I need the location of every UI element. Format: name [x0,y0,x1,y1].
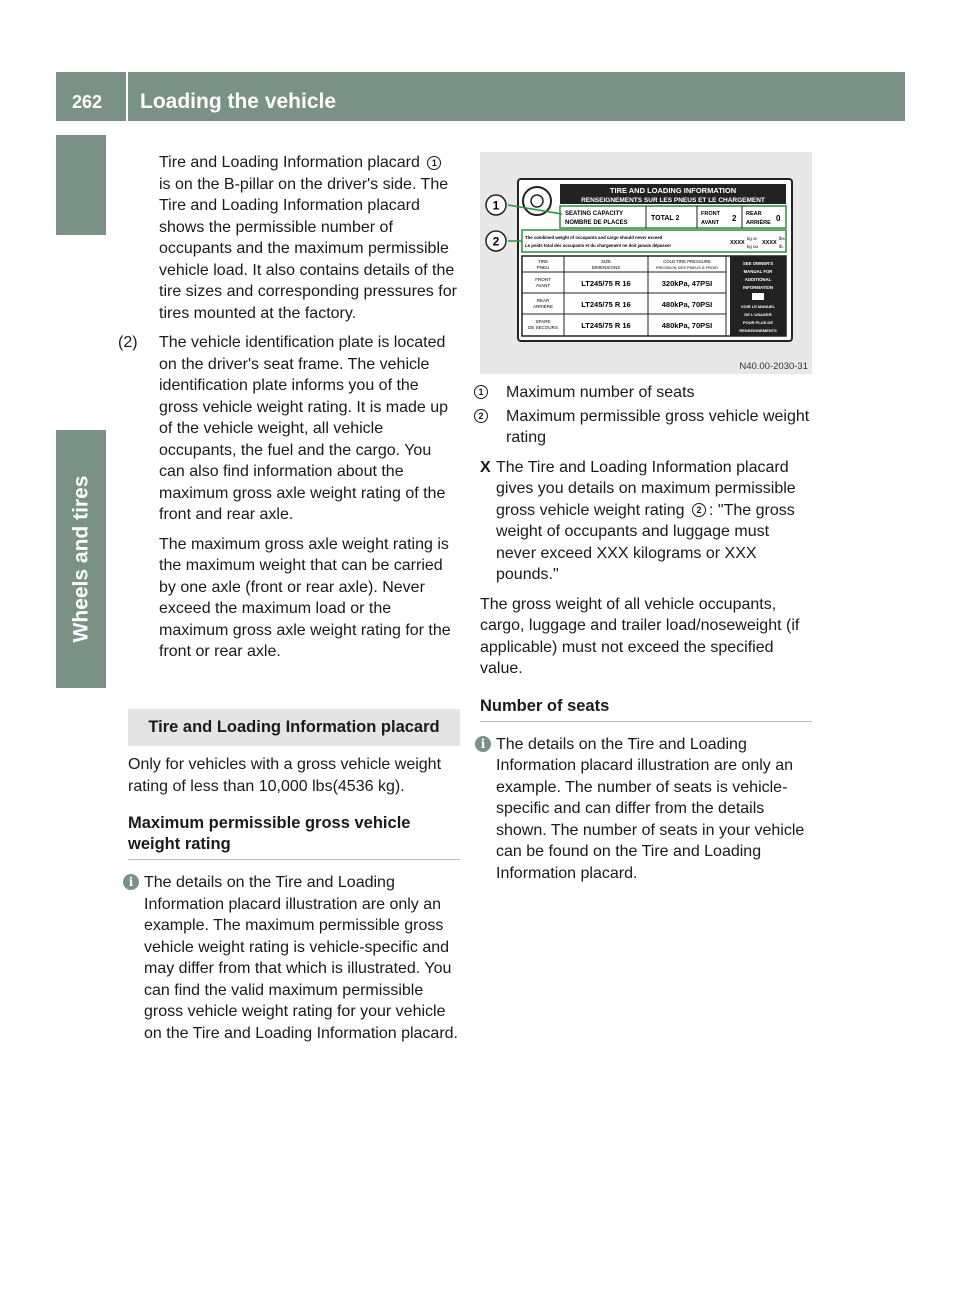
row-rear-fr: ARRIÈRE [532,304,554,309]
pressure-rear: 480kPa, 70PSI [661,300,713,309]
info-note-seats-text: The details on the Tire and Loading Information placard illustration are only an example. The number of seats is vehicle-specific and can differ from the details shown. The number of seats in your vehicle can be found on the Tire and Loading Information placard. [496,735,805,882]
info-icon: i [475,736,491,752]
section-heading: Tire and Loading Information placard [128,709,460,747]
placard-paragraph [128,152,460,324]
info-note-text: The details on the Tire and Loading Information placard illustration are only an example. The maximum permissible gross vehicle weight rating is vehicle-specific and may differ from that which is illustrated. You can find the valid maximum permissible gross vehicle weight rating for your vehicle on the Tire and Loading Information placard. [144,874,458,1042]
placard-paragraph-start: Tire and Loading Information placard [159,154,420,171]
callout-1-icon: 1 [474,385,488,399]
weight-kg-value: XXXX [730,240,745,246]
manual-line-3: ADDITIONAL [744,277,772,282]
seating-front-label: FRONT [701,211,720,217]
action-text-start: The Tire and Loading Information placard gives you details on maximum permissible gross vehicle weight rating [496,458,796,519]
weight-kg-ou: kg ou [747,244,759,249]
col-pressure: COLD TIRE PRESSURE [663,259,711,264]
legend-item-1 [480,382,812,404]
row-spare-fr: DE SECOURS [528,325,558,330]
info-icon: i [123,874,139,890]
row-front-fr: AVANT [535,283,551,288]
right-column [480,152,812,884]
placard-paragraph-end: is on the B-pillar on the driver's side. The Tire and Loading Information placard shows the permissible number of occupants and the maximum permissible vehicle load. It also contains details of the tire sizes and corresponding pressures for tires mounted at the factory. [159,175,457,322]
side-tab-marker [56,135,106,235]
action-marker-icon: X [480,458,491,476]
seating-rear-label: REAR [746,211,762,217]
legend-text-2: Maximum permissible gross vehicle weight rating [506,407,810,446]
placard-title-fr: RENSEIGNEMENTS SUR LES PNEUS ET LE CHARGEMENT [581,197,765,204]
manual-line-6: DE L'USAGER [744,312,772,317]
header-divider [126,72,128,121]
placard-illustration [480,152,812,374]
manual-line-1: SEE OWNER'S [742,261,774,266]
col-pressure-fr: PRESSION DES PNEUS À FROID [655,265,719,270]
col-tire: TIRE [537,259,549,264]
gross-weight-paragraph: The gross weight of all vehicle occupants, cargo, luggage and trailer load/noseweight (if applicable) must not exceed the specified value. [480,595,800,677]
axle-weight-paragraph: The maximum gross axle weight rating is the maximum weight that can be carried by one axle (front or rear axle). Never exceed the maximum load or the maximum gross axle weight rating for the front or rear axle. [159,535,451,660]
weight-text: The combined weight of occupants and cargo should never exceed [525,235,663,240]
info-note [128,872,460,1044]
size-spare: LT245/75 R 16 [581,321,631,330]
chapter-title: Loading the vehicle [140,90,337,113]
row-spare: SPARE [535,319,551,324]
seating-rear-value: 0 [776,214,781,223]
left-column [118,152,460,1044]
col-size-fr: DIMENSIONS [591,265,621,270]
callout-2-icon: 2 [474,409,488,423]
weight-lbs-value: XXXX [762,240,777,246]
legend-item-2 [480,406,812,449]
figure-code: N40.00-2030-31 [739,361,808,372]
placard-svg [480,152,812,374]
list-item-text: The vehicle identification plate is located on the driver's seat frame. The vehicle identification plate informs you of the gross vehicle weight rating. It is made up of the vehicle weight, all vehicle occupants, the fuel and the cargo. You can also find information about the maximum gross axle weight rating of the front and rear axle. [159,334,449,523]
action-text-end: : "The gross weight of occupants and luggage must never exceed XXX kilograms or XXX pounds." [496,501,795,583]
list-item-2 [118,332,460,526]
legend-text-1: Maximum number of seats [506,384,695,401]
placard-title: TIRE AND LOADING INFORMATION [609,186,737,195]
seating-rear-label-fr: ARRIÈRE [746,220,771,226]
sub-heading-gvwr: Maximum permissible gross vehicle weight rating [128,813,460,860]
callout-1-icon: 1 [427,156,441,170]
callout-2-icon: 2 [692,503,706,517]
manual-line-5: VOIR LE MANUEL [740,304,776,309]
side-tab-label: Wheels and tires [69,475,93,643]
seating-total: TOTAL 2 [651,215,680,222]
callout-2-label: 2 [492,234,500,249]
book-icon [752,293,764,300]
weight-kg-or: kg or [747,236,758,241]
sub-heading-seats: Number of seats [480,696,812,722]
action-item [480,457,812,586]
seating-front-label-fr: AVANT [701,220,720,226]
row-front: FRONT [535,277,551,282]
info-note-seats [480,734,812,885]
weight-lbs-unit: lbs [779,236,785,241]
list-item-number: (2) [118,334,138,351]
manual-line-8: RENSEIGNEMENTS [739,328,777,333]
seating-front-value: 2 [732,214,737,223]
seating-label: SEATING CAPACITY [565,211,624,217]
pressure-spare: 480kPa, 70PSI [661,321,713,330]
weight-text-fr: Le poids total des occupants et du chargement ne doit jamais dépasser [525,243,672,248]
seating-label-fr: NOMBRE DE PLACES [565,220,628,226]
pressure-front: 320kPa, 47PSI [661,279,713,288]
col-size: SIZE [600,259,612,264]
manual-line-2: MANUAL FOR [743,269,773,274]
callout-1-label: 1 [492,198,500,213]
manual-line-4: INFORMATION [743,285,773,290]
manual-line-7: POUR PLUS DE [742,320,774,325]
row-rear: REAR [536,298,550,303]
side-tab [56,430,106,688]
page-number: 262 [72,92,103,112]
tire-hub-icon [531,195,543,207]
weight-lb-unit: lb. [779,244,784,249]
col-tire-fr: PNEU [536,265,550,270]
section-intro: Only for vehicles with a gross vehicle weight rating of less than 10,000 lbs(4536 kg). [128,756,442,795]
size-front: LT245/75 R 16 [581,279,631,288]
size-rear: LT245/75 R 16 [581,300,631,309]
